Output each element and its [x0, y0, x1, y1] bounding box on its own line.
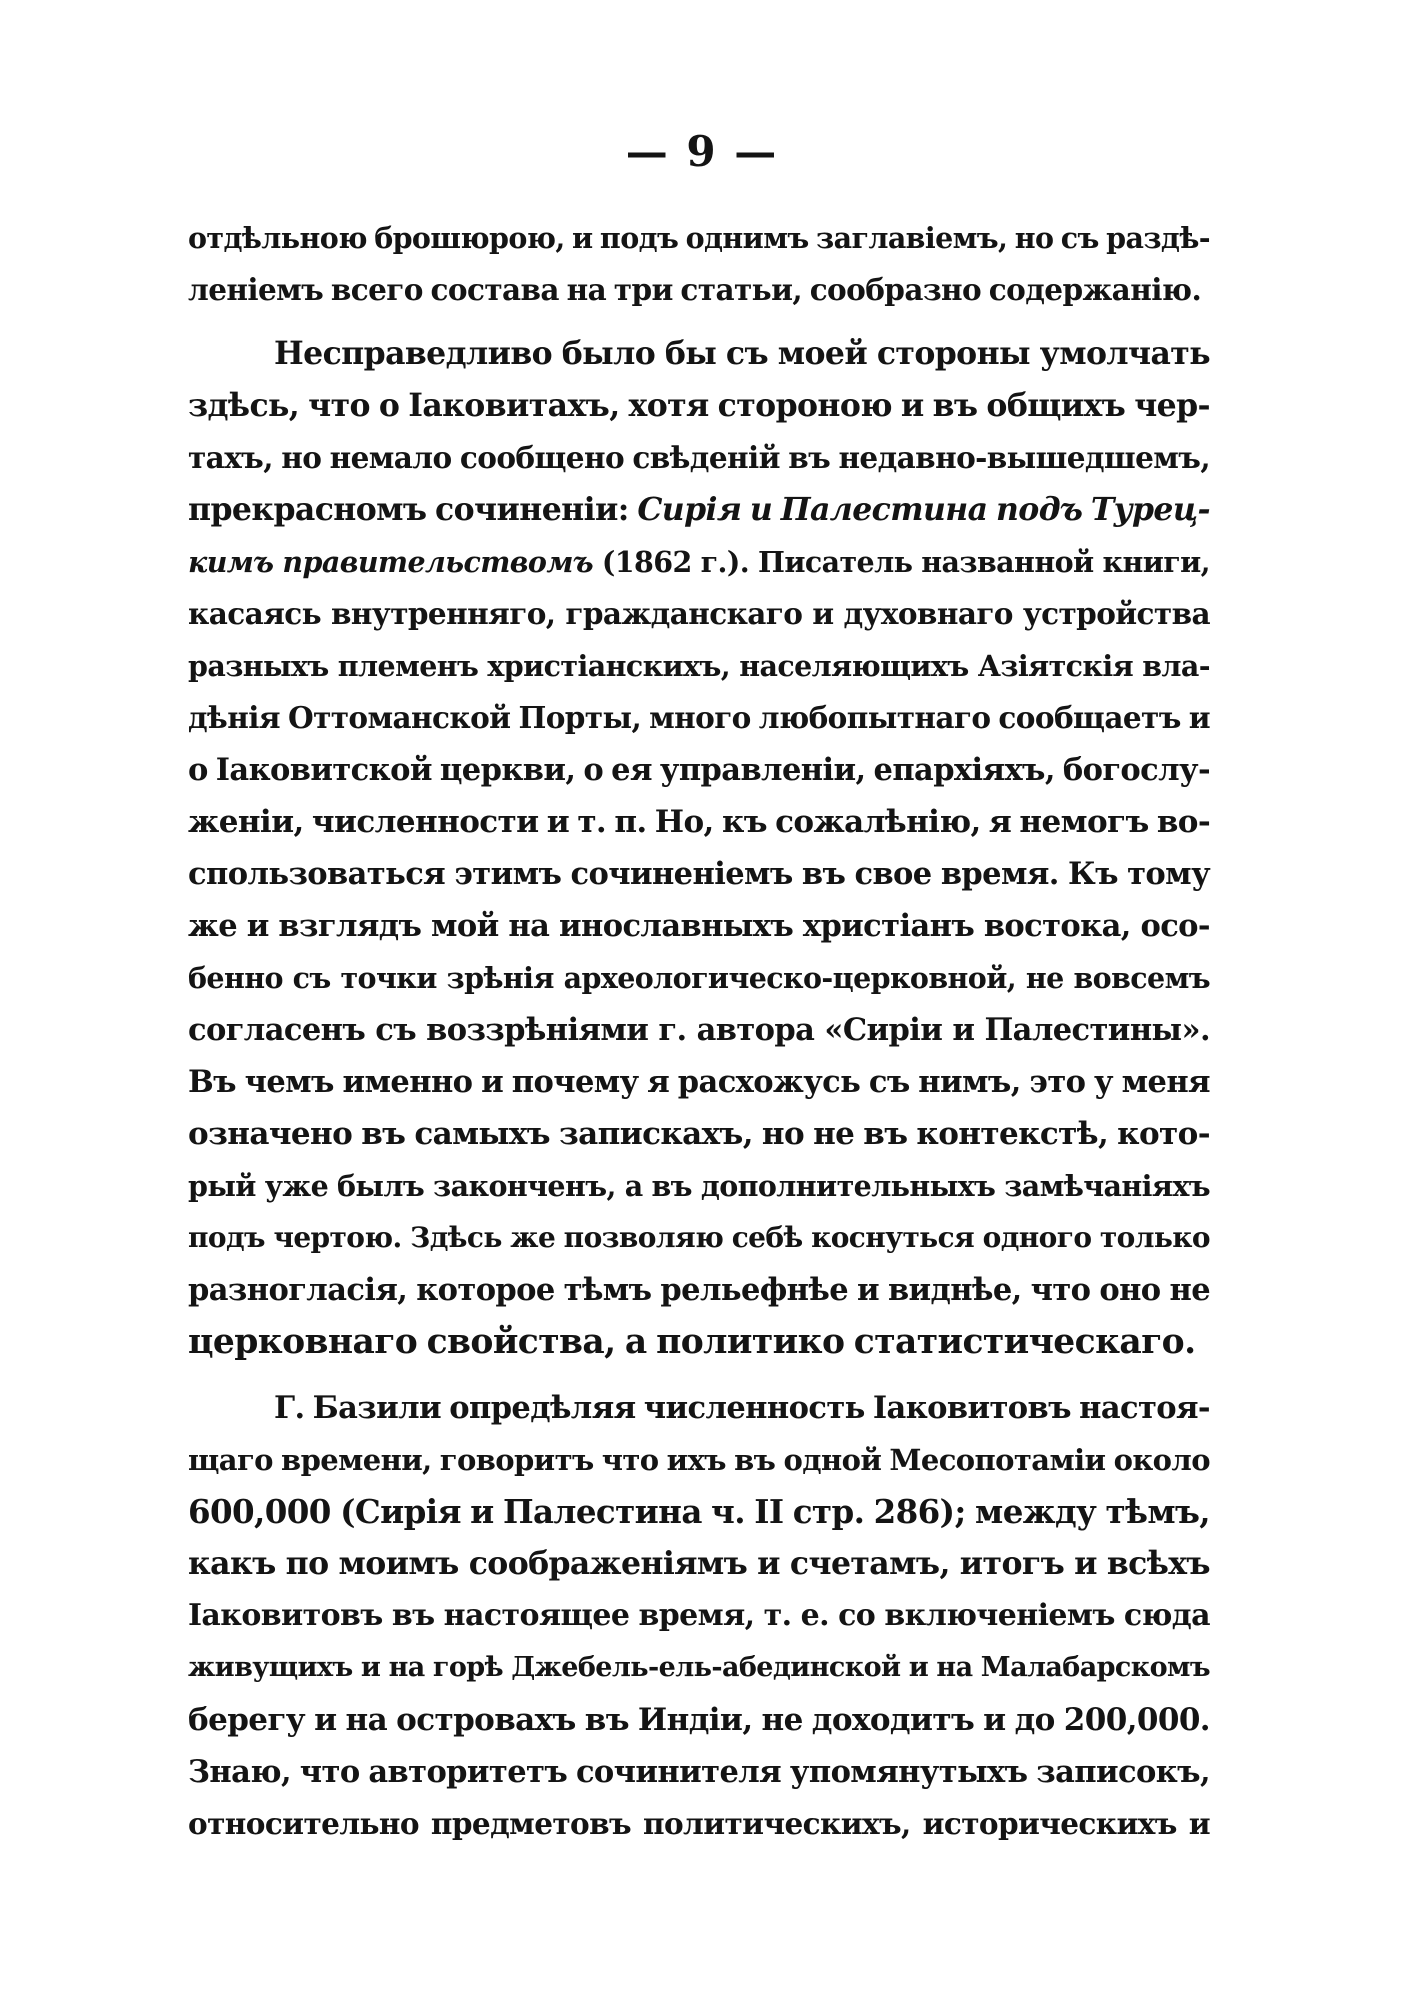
text-segment: (1862 г.). Писатель названной книги,: [592, 545, 1210, 579]
text-line: берегу и на островахъ въ Индіи, не доходитъ и до 200,000.: [188, 1702, 1210, 1738]
text-line: касаясь внутренняго, гражданскаго и духовнаго устройства: [188, 596, 1210, 631]
text-line: щаго времени, говоритъ что ихъ въ одной Месопотаміи около: [188, 1443, 1210, 1477]
text-line: Г. Базили опредѣляя численность Іаковитовъ настоя-: [274, 1390, 1210, 1426]
text-line: живущихъ и на горѣ Джебель-ель-абединской и на Малабарскомъ: [188, 1652, 1210, 1683]
text-line: согласенъ съ воззрѣніями г. автора «Сиріи и Палестины».: [188, 1012, 1210, 1048]
text-line: рый уже былъ законченъ, а въ дополнительныхъ замѣчаніяхъ: [188, 1169, 1210, 1203]
text-line: женіи, численности и т. п. Но, къ сожалѣнію, я немогъ во-: [188, 804, 1211, 840]
text-line: подъ чертою. Здѣсь же позволяю себѣ коснуться одного только: [188, 1221, 1210, 1254]
text-line: Въ чемъ именно и почему я расхожусь съ нимъ, это у меня: [188, 1064, 1210, 1100]
text-line: спользоваться этимъ сочиненіемъ въ свое время. Къ тому: [188, 856, 1210, 892]
text-line: бенно съ точки зрѣнія археологическо-церковной, не вовсемъ: [188, 961, 1210, 995]
text-line: какъ по моимъ соображеніямъ и счетамъ, итогъ и всѣхъ: [188, 1545, 1210, 1582]
text-line: церковнаго свойства, а политико статистическаго.: [188, 1322, 1196, 1362]
text-line-with-title: [188, 536, 1210, 588]
text-line-with-title: [188, 484, 1210, 536]
text-segment: прекрасномъ сочиненіи:: [188, 491, 638, 528]
text-line: разногласія, которое тѣмъ рельефнѣе и виднѣе, что оно не: [188, 1272, 1210, 1308]
book-title-italic: кимъ правительствомъ: [188, 545, 593, 579]
text-line: здѣсь, что о Іаковитахъ, хотя стороною и въ общихъ чер-: [188, 387, 1210, 424]
text-line: дѣнія Оттоманской Порты, много любопытнаго сообщаетъ и: [188, 700, 1210, 735]
text-line: 600,000 (Сирія и Палестина ч. II стр. 286); между тѣмъ,: [188, 1492, 1210, 1531]
text-line: разныхъ племенъ христіанскихъ, населяющихъ Азіятскія вла-: [188, 649, 1210, 683]
text-line: отдѣльною брошюрою, и подъ однимъ заглавіемъ, но съ раздѣ-: [188, 221, 1210, 255]
text-line: леніемъ всего состава на три статьи, сообразно содержанію.: [188, 272, 1202, 307]
text-line: относительно предметовъ политическихъ, историческихъ и: [188, 1806, 1210, 1841]
text-line: Несправедливо было бы съ моей стороны умолчать: [274, 335, 1210, 372]
book-title-italic: Сирія и Палестина подъ Турец-: [637, 491, 1210, 528]
page-number: — 9 —: [625, 127, 779, 176]
text-line: Іаковитовъ въ настоящее время, т. е. со включеніемъ сюда: [188, 1598, 1210, 1633]
text-line: о Іаковитской церкви, о ея управленіи, епархіяхъ, богослу-: [188, 752, 1211, 788]
text-line: означено въ самыхъ запискахъ, но не въ контекстѣ, кото-: [188, 1116, 1210, 1152]
text-line: Знаю, что авторитетъ сочинителя упомянутыхъ записокъ,: [188, 1754, 1210, 1790]
text-line: тахъ, но немало сообщено свѣденій въ недавно-вышедшемъ,: [188, 440, 1210, 475]
text-line: же и взглядъ мой на инославныхъ христіанъ востока, осо-: [188, 908, 1210, 944]
